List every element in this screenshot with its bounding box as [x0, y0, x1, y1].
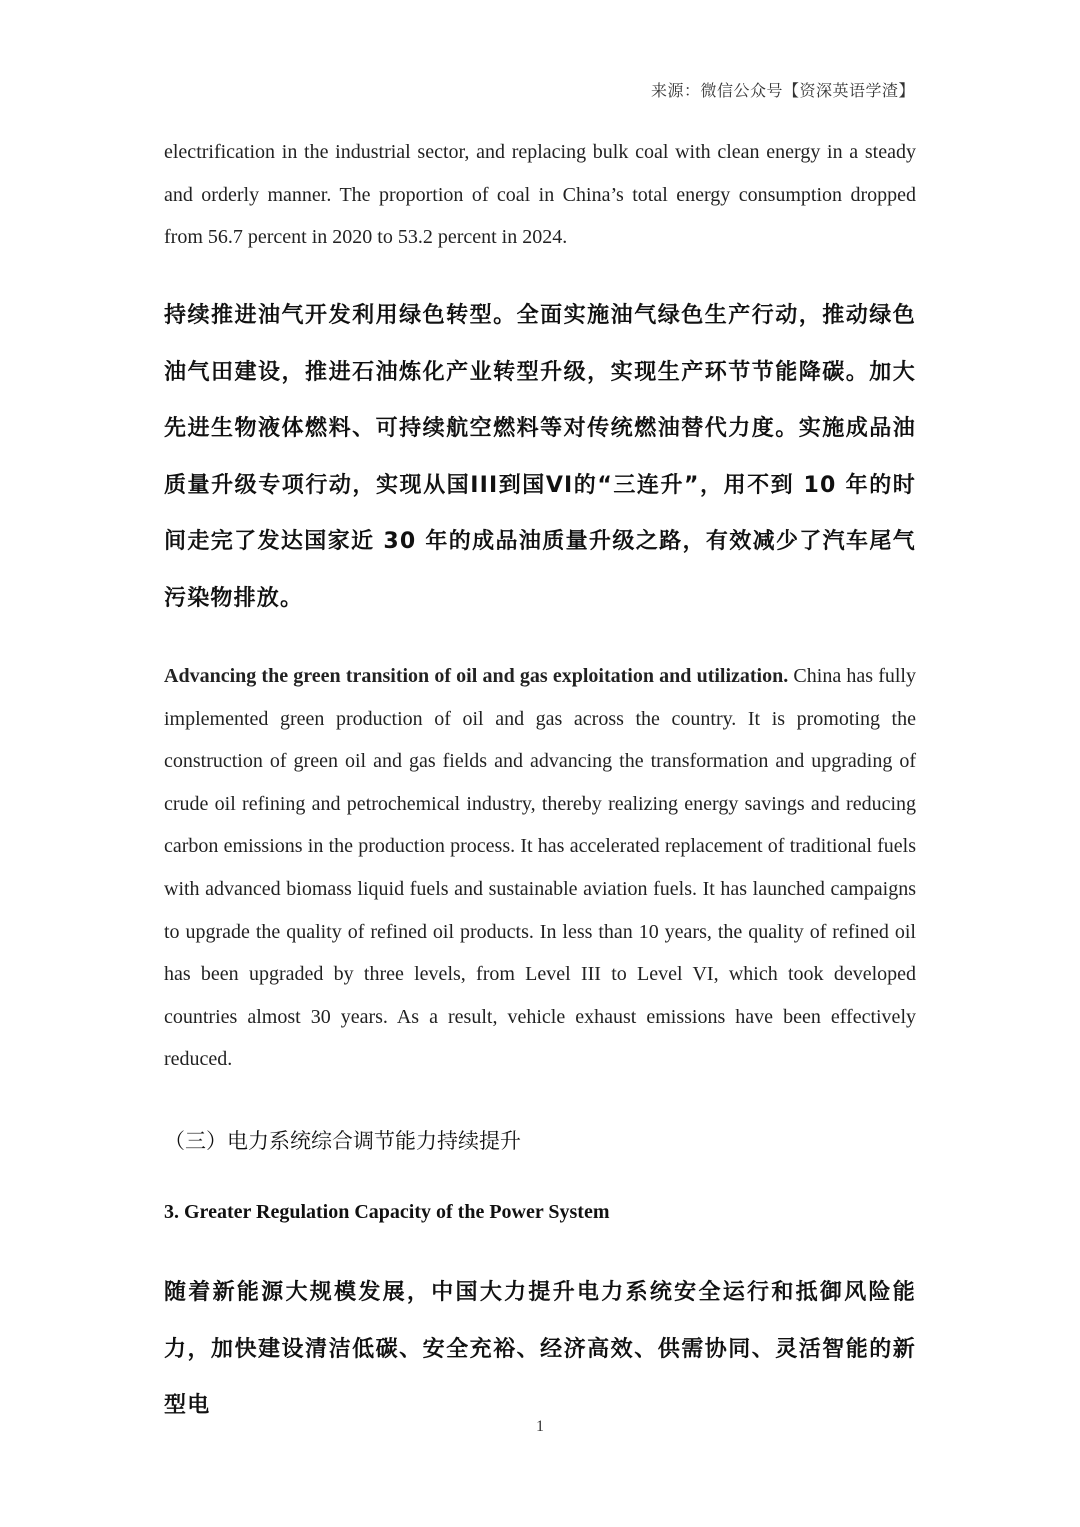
paragraph-coal-en: electrification in the industrial sector, and replacing bulk coal with clean energy in a steady and orderly manner. The proportion of coal in China’s total energy consumption dropped from 56.7 percent in 2020 to 53.2 percent in 2024. — [164, 141, 916, 249]
section-heading-zh: （三）电力系统综合调节能力持续提升 — [164, 1129, 521, 1153]
paragraph-body: China has fully implemented green production of oil and gas across the country. It is promoting the construction of green oil and gas fields and advancing the transformation and upgrading of crude oil refining and petrochemical industry, thereby realizing energy savings and reducing carbon emissions in the production process. It has accelerated replacement of traditional fuels with advanced biomass liquid fuels and sustainable aviation fuels. It has launched campaigns to upgrade the quality of refined oil products. In less than 10 years, the quality of refined oil has been upgraded by three levels, from Level III to Level VI, which took developed countries almost 30 years. As a result, vehicle exhaust emissions have been effectively reduced. — [164, 665, 916, 1071]
page-number: 1 — [536, 1418, 544, 1435]
paragraph-oil-gas-en — [164, 655, 916, 1081]
paragraph-lead: Advancing the green transition of oil and gas exploitation and utilization. — [164, 665, 789, 687]
paragraph-oil-gas-zh: 持续推进油气开发利用绿色转型。全面实施油气绿色生产行动，推动绿色油气田建设，推进石油炼化产业转型升级，实现生产环节节能降碳。加大先进生物液体燃料、可持续航空燃料等对传统燃油替代力度。实施成品油质量升级专项行动，实现从国III到国VI的“三连升”，用不到 10 年的时间走完了发达国家近 30 年的成品油质量升级之路，有效减少了汽车尾气污染物排放。 — [164, 303, 916, 611]
section-heading-en: 3. Greater Regulation Capacity of the Power System — [164, 1201, 610, 1223]
paragraph-power-zh: 随着新能源大规模发展，中国大力提升电力系统安全运行和抵御风险能力，加快建设清洁低碳、安全充裕、经济高效、供需协同、灵活智能的新型电 — [164, 1280, 916, 1419]
source-header: 来源：微信公众号【资深英语学渣】 — [650, 81, 915, 100]
